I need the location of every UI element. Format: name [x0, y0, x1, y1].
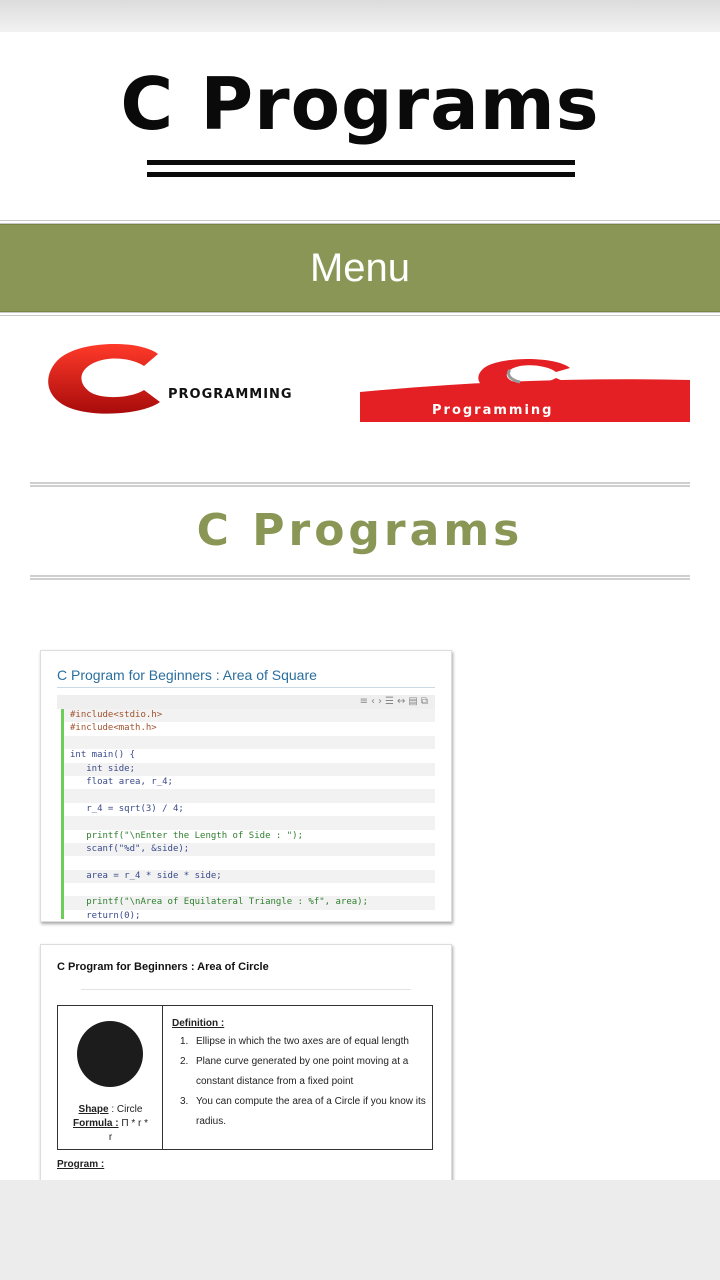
code-line — [64, 883, 435, 896]
shape-cell — [58, 1006, 163, 1149]
c-programming-banner[interactable] — [40, 342, 350, 416]
code-line: int main() { — [70, 750, 136, 761]
banner2-word: Programming — [432, 403, 554, 418]
expand-icon[interactable]: ↔ — [397, 696, 409, 707]
definition-heading: Definition : — [172, 1018, 225, 1029]
definition-text[interactable]: Plane curve generated by one point moving at a constant distance from a fixed point — [196, 1056, 409, 1087]
logo-underline — [147, 160, 575, 165]
program-card-area-of-circle[interactable] — [40, 944, 452, 1180]
code-line — [64, 856, 435, 869]
definition-num: 3. — [180, 1096, 189, 1107]
page-content — [0, 32, 720, 1180]
definition-num: 2. — [180, 1056, 189, 1067]
section-title: C Programs — [196, 505, 524, 556]
program-label: Program : — [57, 1159, 105, 1170]
formula-value: r — [108, 1132, 113, 1143]
top-status-strip — [0, 0, 720, 32]
shape-line — [58, 1104, 163, 1115]
shape-value: : Circle — [111, 1104, 143, 1115]
section-header — [30, 482, 690, 580]
code-line — [64, 816, 435, 829]
card-divider — [81, 989, 411, 990]
program-card-area-of-square[interactable] — [40, 650, 452, 922]
popup-icon[interactable]: ⧉ — [420, 696, 431, 707]
code-line: #include<stdio.h> — [64, 709, 435, 722]
menu-label: Menu — [309, 245, 411, 290]
shape-label: Shape — [78, 1104, 109, 1115]
wrap-icon[interactable]: ☰ — [385, 696, 398, 707]
definition-table — [57, 1005, 433, 1150]
banner-row — [0, 316, 720, 444]
definition-text[interactable]: Ellipse in which the two axes are of equal length — [196, 1036, 409, 1047]
card-title[interactable]: C Program for Beginners : Area of Square — [57, 667, 317, 683]
logo-underline — [147, 172, 575, 177]
definition-cell — [164, 1006, 432, 1149]
code-line: int side; — [64, 763, 435, 776]
definition-num: 1. — [180, 1036, 189, 1047]
formula-value: Π * r * — [121, 1118, 148, 1129]
card-title-rule — [57, 687, 435, 688]
code-line — [64, 736, 435, 749]
code-line: #include<math.h> — [70, 723, 157, 734]
card-title[interactable]: C Program for Beginners : Area of Circle — [57, 961, 269, 973]
code-line: return(0); — [70, 910, 141, 921]
code-line: printf("\nEnter the Length of Side : "); — [70, 830, 303, 841]
menu-button[interactable] — [0, 224, 720, 312]
code-line: float area, r_4; — [70, 776, 173, 787]
formula-line — [58, 1118, 163, 1129]
code-line: r_4 = sqrt(3) / 4; — [70, 803, 184, 814]
code-block — [61, 709, 435, 919]
code-line — [64, 789, 435, 802]
formula-label: Formula : — [72, 1118, 119, 1129]
formula-line — [58, 1132, 163, 1143]
circle-shape-image — [77, 1021, 143, 1087]
definition-text[interactable]: You can compute the area of a Circle if you know its radius. — [196, 1096, 426, 1127]
print-icon[interactable]: ▤ — [408, 696, 421, 707]
section-rule — [30, 575, 690, 580]
code-line: scanf("%d", &side); — [64, 843, 435, 856]
code-line: printf("\nArea of Equilateral Triangle : %f", area); — [64, 896, 435, 909]
site-logo[interactable]: C Programs — [120, 62, 600, 146]
bottom-area — [0, 1180, 720, 1280]
code-toolbar — [57, 695, 435, 709]
copy-icon[interactable]: ‹› — [371, 696, 386, 707]
code-line: area = r_4 * side * side; — [64, 870, 435, 883]
c-programming-banner[interactable] — [360, 356, 690, 422]
site-header — [0, 32, 720, 220]
view-source-icon[interactable]: ≡ — [359, 696, 372, 707]
banner1-word: PROGRAMMING — [168, 387, 293, 402]
